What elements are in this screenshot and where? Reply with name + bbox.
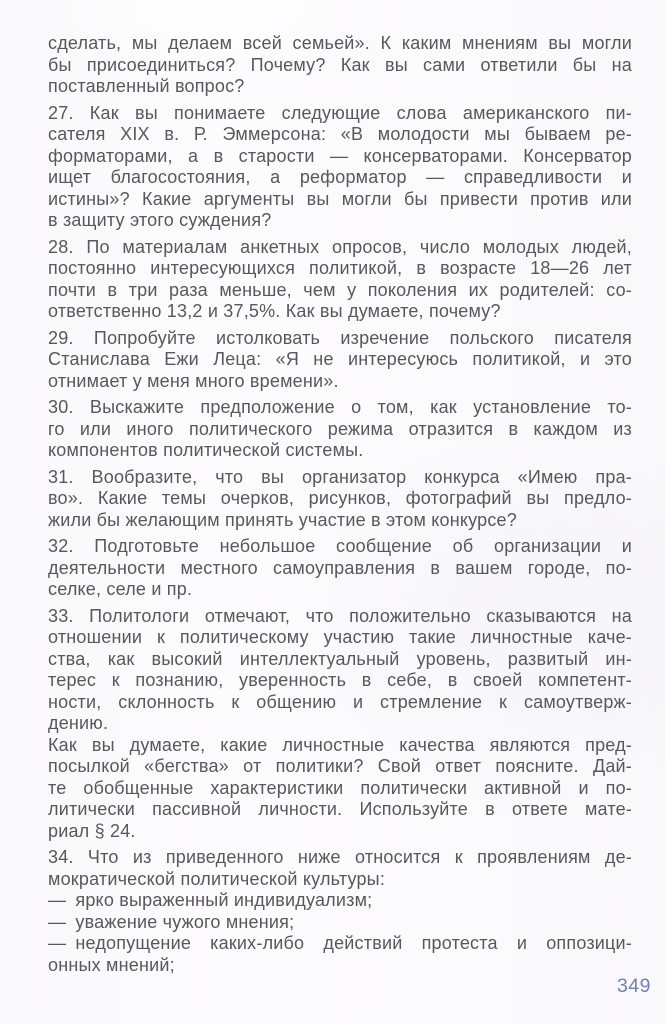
text-line: почти в три раза меньше, чем у поколения их родителей: со-: [48, 279, 632, 300]
text-line: — ярко выраженный индивидуализм;: [48, 890, 373, 910]
text-line: 30. Выскажите предположение о том, как установление то-: [48, 397, 632, 417]
question-30: [48, 397, 632, 462]
text-line: го или иного политического режима отразится в каждом из: [48, 418, 632, 439]
text-line: постоянно интересующихся политикой, в возрасте 18—26 лет: [48, 258, 632, 278]
text-line: литически пассивной личности. Используйте в ответе мате-: [48, 799, 632, 819]
question-28: [48, 237, 632, 323]
text-line: 31. Вообразите, что вы организатор конкурса «Имею пра-: [48, 466, 632, 487]
text-line: бы присоединиться? Почему? Как вы сами ответили бы на: [48, 54, 632, 75]
text-line: те обобщенные характеристики политически активной и по-: [48, 777, 632, 798]
text-line: терес к познанию, уверенность в себе, в своей компетент-: [48, 670, 632, 690]
text-line: 34. Что из приведенного ниже относится к проявлениям де-: [48, 847, 632, 867]
question-27: [48, 103, 632, 232]
text-line: 28. По материалам анкетных опросов, число молодых людей,: [48, 236, 632, 257]
text-line: дению.: [48, 713, 109, 733]
text-line: ответственно 13,2 и 37,5%. Как вы думаете, почему?: [48, 301, 501, 321]
text-line: — недопущение каких-либо действий протеста и оппозици-: [48, 933, 632, 953]
text-line: ищет благосостояния, а реформатор — справедливости и: [48, 167, 632, 187]
text-line: риал § 24.: [48, 820, 136, 841]
text-line: форматорами, а в старости — консерваторами. Консерватор: [48, 145, 632, 166]
text-line: компонентов политической системы.: [48, 440, 364, 460]
question-34: [48, 847, 632, 976]
text-line: отношении к политическому участию такие личностные каче-: [48, 627, 632, 647]
question-29: [48, 328, 632, 393]
text-line: в защиту этого суждения?: [48, 210, 272, 230]
text-line: Как вы думаете, какие личностные качества являются пред-: [48, 734, 632, 755]
text-line: сделать, мы делаем всей семьей». К каким мнениям вы могли: [48, 33, 632, 53]
text-line: 33. Политологи отмечают, что положительно сказываются на: [48, 605, 632, 626]
text-line: сателя XIX в. Р. Эммерсона: «В молодости мы бываем ре-: [48, 124, 632, 144]
text-line: отнимает у меня много времени».: [48, 370, 339, 391]
text-line: онных мнений;: [48, 954, 175, 975]
text-block: [48, 33, 632, 981]
text-line: поставленный вопрос?: [48, 76, 245, 96]
text-line: Станислава Ежи Леца: «Я не интересуюсь политикой, и это: [48, 349, 632, 369]
text-line: — уважение чужого мнения;: [48, 911, 295, 932]
text-line: жили бы желающим принять участие в этом конкурсе?: [48, 509, 517, 530]
question-32: [48, 536, 632, 601]
text-line: мократической политической культуры:: [48, 868, 386, 889]
text-line: ности, склонность к общению и стремление к самоутверж-: [48, 691, 632, 712]
paragraph-continuation: [48, 33, 632, 98]
question-33: [48, 606, 632, 843]
text-line: 29. Попробуйте истолковать изречение польского писателя: [48, 327, 632, 348]
text-line: деятельности местного самоуправления в вашем городе, по-: [48, 557, 632, 578]
text-line: ства, как высокий интеллектуальный уровень, развитый ин-: [48, 648, 632, 669]
text-line: посылкой «бегства» от политики? Свой ответ поясните. Дай-: [48, 756, 632, 776]
question-31: [48, 467, 632, 532]
text-line: истины»? Какие аргументы вы могли бы привести против или: [48, 188, 632, 209]
text-line: 27. Как вы понимаете следующие слова американского пи-: [48, 102, 632, 123]
text-line: селке, селе и пр.: [48, 579, 193, 599]
text-line: 32. Подготовьте небольшое сообщение об организации и: [48, 536, 632, 556]
page-number: 349: [616, 975, 651, 997]
text-line: во». Какие темы очерков, рисунков, фотографий вы предло-: [48, 488, 632, 508]
